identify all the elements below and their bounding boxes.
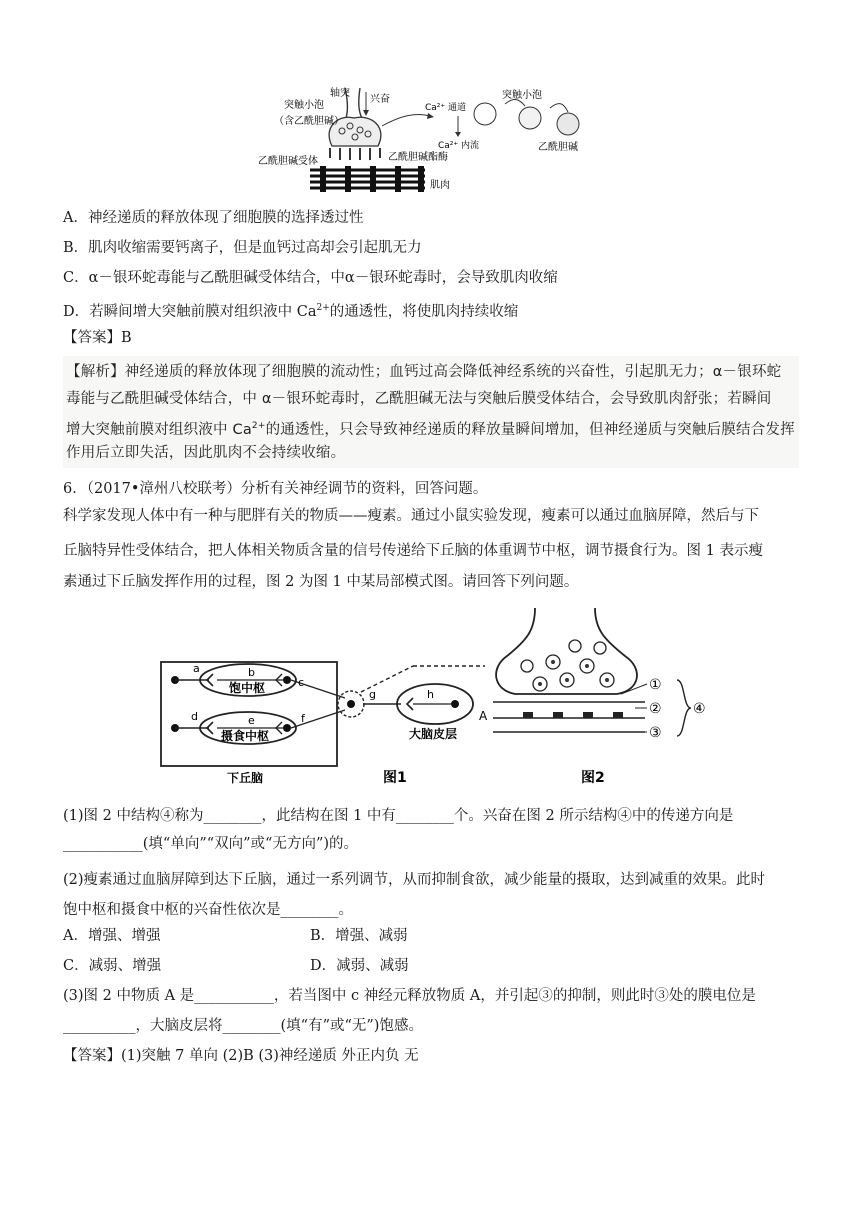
fig1-label: 图1 [383,770,407,786]
q6-para-3: 素通过下丘脑发挥作用的过程，图 2 为图 1 中某局部模式图。请回答下列问题。 [63,574,579,590]
option-a [63,208,363,228]
q6-header: 6．（2017•漳州八校联考）分析有关神经调节的资料，回答问题。 [63,481,488,497]
leptin-neural-figure [155,600,715,790]
ca-influx-label: Ca²⁺ 内流 [438,141,480,151]
vesicle-note-label: （含乙酰胆碱） [274,116,344,127]
option-text: 若瞬间增大突触前膜对组织液中 Ca [89,304,317,320]
option-letter: C． [63,958,89,974]
esterase-label: 乙酰胆碱酯酶 [388,152,448,163]
q6-option-b [310,926,408,946]
label-d: d [191,710,198,723]
label-b: b [248,666,255,679]
q6-option-d [310,956,409,976]
analysis-line-2: 毒能与乙酰胆碱受体结合，中 α－银环蛇毒时，乙酰胆碱无法与突触后膜受体结合，会导致肌肉舒张；若瞬间 [66,391,772,407]
label-e: e [248,714,255,727]
option-letter: A． [63,928,88,944]
hypothalamus-label: 下丘脑 [227,771,264,785]
q5-answer: 【答案】B [63,330,132,346]
q6-para-2: 丘脑特异性受体结合，把人体相关物质含量的信号传递给下丘脑的体重调节中枢，调节摄食行为。图 1 表示瘦 [63,543,763,559]
option-letter: B． [63,240,89,256]
analysis-text: 的通透性，只会导致神经递质的释放量瞬间增加，但神经递质与突触后膜结合发挥 [265,422,795,438]
option-text: 肌肉收缩需要钙离子，但是血钙过高却会引起肌无力 [88,240,422,256]
marker-3: ③ [649,725,662,741]
label-c: c [298,676,305,689]
label-f: f [301,712,305,725]
q6-answer: 【答案】(1)突触 7 单向 (2)B (3)神经递质 外正内负 无 [63,1048,419,1064]
label-g: g [369,688,376,701]
fig2-label: 图2 [581,770,605,786]
cortex-label: 大脑皮层 [409,727,458,741]
option-letter: A． [63,210,88,226]
marker-4: ④ [693,701,706,717]
excitation-label: 兴奋 [370,94,390,105]
option-text: 减弱、减弱 [336,958,409,974]
receptor-label: 乙酰胆碱受体 [258,156,318,167]
option-letter: C． [63,270,89,286]
option-d [63,298,518,322]
muscle-label: 肌肉 [430,180,450,191]
ach-label: 乙酰胆碱 [538,142,578,153]
q6-sub1-line1: (1)图 2 中结构④称为________，此结构在图 1 中有________个。兴奋在图 2 所示结构④中的传递方向是 [63,808,734,824]
option-c [63,268,558,288]
option-letter: B． [310,928,336,944]
marker-2: ② [649,701,662,717]
option-letter: D． [310,958,337,974]
analysis-text: 增大突触前膜对组织液中 Ca [66,422,252,438]
option-b [63,238,422,258]
superscript: 2+ [316,303,330,313]
ca-channel-label: Ca²⁺ 通道 [425,103,467,113]
q6-para-1: 科学家发现人体中有一种与肥胖有关的物质——瘦素。通过小鼠实验发现，瘦素可以通过血脑屏障，然后与下 [63,508,759,524]
option-text: 的通透性，将使肌肉持续收缩 [329,304,519,320]
neuromuscular-junction-diagram [258,86,590,198]
vesicle-label: 突触小泡 [284,100,324,111]
q6-option-a [63,926,160,946]
q6-sub1-line2: ___________(填“单向”“双向”或“无方向”)的。 [63,836,359,852]
q6-sub3-line1: (3)图 2 中物质 A 是___________，若当图中 c 神经元释放物质 A，并引起③的抑制，则此时③处的膜电位是 [63,988,756,1004]
superscript: 2+ [251,421,266,431]
option-text: 减弱、增强 [88,958,162,974]
option-text: α－银环蛇毒能与乙酰胆碱受体结合，中α－银环蛇毒时，会导致肌肉收缩 [88,270,558,286]
option-text: 增强、增强 [87,928,161,944]
q6-option-c [63,956,161,976]
axon-label: 轴突 [330,88,350,99]
feeding-center-label: 摄食中枢 [221,729,270,743]
label-h: h [427,688,434,701]
label-a: a [193,662,200,675]
analysis-line-4: 作用后立即失活，因此肌肉不会持续收缩。 [66,445,346,461]
substance-a-label: A [479,709,488,723]
analysis-line-1: 【解析】神经递质的释放体现了细胞膜的流动性；血钙过高会降低神经系统的兴奋性，引起肌无力；α－银环蛇 [66,364,782,380]
option-letter: D． [63,304,90,320]
option-text: 增强、减弱 [335,928,408,944]
marker-1: ① [649,677,662,693]
option-text: 神经递质的释放体现了细胞膜的选择透过性 [87,210,364,226]
analysis-line-3 [66,416,795,440]
q6-sub2-line2: 饱中枢和摄食中枢的兴奋性依次是________。 [63,902,353,918]
q6-sub3-line2: __________，大脑皮层将________(填“有”或“无”)饱感。 [63,1018,423,1034]
q6-sub2-line1: (2)瘦素通过血脑屏障到达下丘脑，通过一系列调节，从而抑制食欲，减少能量的摄取，达到减重的效果。此时 [63,872,766,888]
satiety-center-label: 饱中枢 [229,681,266,695]
vesicle2-label: 突触小泡 [502,90,542,101]
